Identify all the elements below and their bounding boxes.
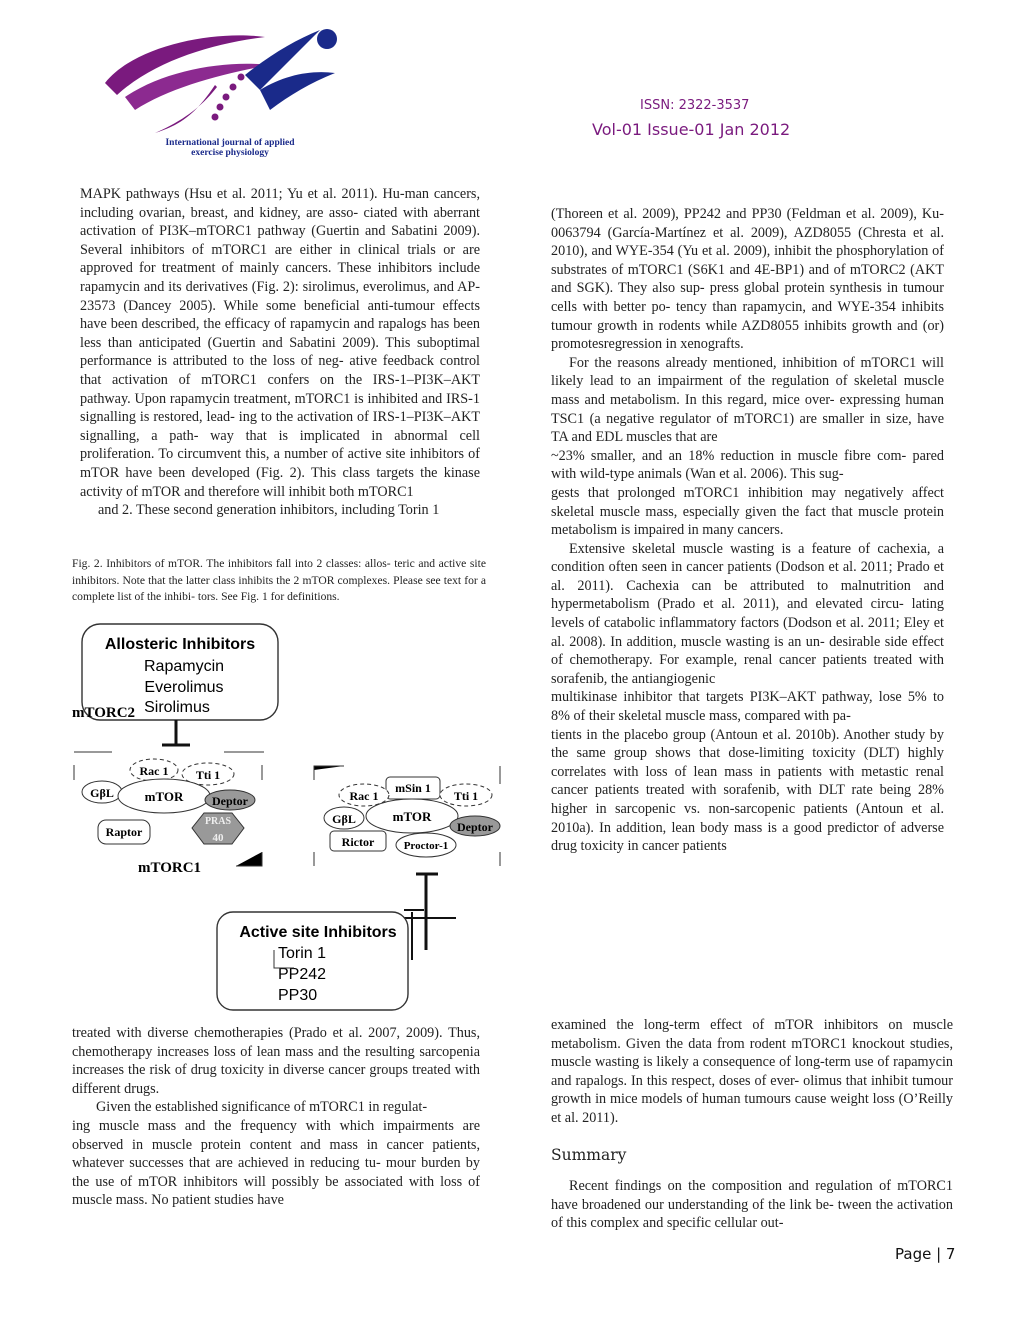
paragraph: (Thoreen et al. 2009), PP242 and PP30 (Feldman et al. 2009), Ku-0063794 (García-Martínez et al. 2009), AZD8055 (Chresta et al. 2010), and WYE-354 (Yu et al. 2009), inhibit the phosphorylation of substrates of mTORC1 (S6K1 and 4E-BP1) and of mTORC2 (AKT and SGK). They also sup- press global protein synthesis in tumour cells with better po- tency than rapamycin, and WYE-354 inhibits tumour growth in rodents while AZD8055 inhibits growth and (or) promotesregression in xenografts. — [551, 206, 944, 353]
logo-text-line2: exercise physiology — [191, 148, 269, 158]
page-number: Page | 7 — [895, 1245, 956, 1263]
active-site-item: PP30 — [278, 987, 318, 1004]
active-site-title: Active site Inhibitors — [239, 924, 397, 941]
paragraph: ~23% smaller, and an 18% reduction in muscle fibre com- pared with wild-type animals (Wan et al. 2006). This sug- — [551, 447, 944, 483]
mtor-c2-label: mTOR — [392, 809, 432, 824]
mtorc2-label: mTORC2 — [72, 705, 136, 721]
pras-num-label: 40 — [212, 832, 224, 844]
journal-logo — [95, 25, 365, 160]
figure-mtor-inhibitors — [66, 620, 516, 1020]
allosteric-item: Rapamycin — [143, 658, 225, 675]
paragraph: tients in the placebo group (Antoun et al. 2010b). Another study by the same group shows that dose-limiting toxicity (DLT) highly correlates with loss of lean mass in patients with metastic renal cancer patients treated with sorafenib, with DLT rate being 28% higher in sarcopenic vs. non-sarcopenic patients (Antoun et al. 2010a). In addition, lean body mass is a good predictor of adverse drug toxicity in cancer patients — [551, 726, 944, 855]
summary-text: Recent findings on the composition and regulation of mTORC1 have broadened our understanding of the link be- tween the activation of this complex and specific cellular out- — [551, 1178, 953, 1232]
paragraph: Given the established significance of mTORC1 in regulat- — [96, 1099, 428, 1116]
deptor-c2-label: Deptor — [457, 820, 493, 834]
allosteric-item: Sirolimus — [144, 699, 210, 716]
paragraph: treated with diverse chemotherapies (Prado et al. 2007, 2009). Thus, chemotherapy increases loss of lean mass and the resulting sarcopenia increases the risk of drug toxicity in diverse cancer groups treated with different drugs. — [72, 1025, 480, 1097]
pras-label: PRAS — [204, 816, 232, 827]
paragraph: gests that prolonged mTORC1 inhibition may negatively affect skeletal muscle mass, especially given the fact that muscle protein metabolism is impaired in many cancers. — [551, 484, 944, 539]
paragraph: multikinase inhibitor that targets PI3K–AKT pathway, lose 5% to 8% of their skeletal muscle mass, compared with pa- — [551, 689, 944, 725]
mtor-label: mTOR — [144, 789, 184, 804]
mtorc1-label: mTORC1 — [138, 860, 202, 876]
paragraph: MAPK pathways (Hsu et al. 2011; Yu et al. 2011). Hu-man cancers, including ovarian, breast, and kidney, are asso- ciated with aberrant activation of PI3K–mTORC1 pathway (Guertin and Sabatini 2009). Several inhibitors of mTORC1 are either in clinical trials or are approved for treatment of mainly cancers. These inhibitors include rapamycin and its derivatives (Fig. 2): sirolimus, everolimus, and AP-23573 (Dancey 2005). While some beneficial anti-tumour effects have been described, the efficacy of rapamycin and rapalogs has been less than anticipated (Guertin and Sabatini 2009). This suboptimal performance is attributed to the loss of neg- ative feedback control that activation of mTORC1 confers on the IRS-1–PI3K–AKT pathway. Upon rapamycin treatment, mTORC1 is inhibited and IRS-1 signalling is restored, lead- ing to the activation of IRS-1–PI3K–AKT signalling, a path- way that is implicated in abnormal cell proliferation. To circumvent this, a number of active site inhibitors of mTOR have been developed (Fig. 2). This class targets the kinase activity of mTOR and therefore will inhibit both mTORC1 — [80, 186, 480, 500]
left-column-top — [80, 185, 480, 520]
issn-label: ISSN: 2322-3537 — [640, 98, 750, 113]
left-column-bottom — [72, 1024, 480, 1210]
right-column-top — [551, 205, 944, 856]
msin1-label: mSin 1 — [395, 781, 431, 795]
gbl-c2-label: GβL — [332, 812, 356, 826]
tti1-label: Tti 1 — [195, 768, 221, 782]
volume-label: Vol-01 Issue-01 Jan 2012 — [592, 120, 791, 139]
allosteric-item: Everolimus — [144, 679, 224, 696]
gbl-label: GβL — [90, 786, 114, 800]
paragraph: and 2. These second generation inhibitors, including Torin 1 — [98, 502, 440, 519]
logo-graphic — [95, 25, 365, 160]
logo-text-line1: International journal of applied — [165, 138, 295, 148]
rac1-label: Rac 1 — [139, 764, 169, 778]
rictor-label: Rictor — [341, 835, 375, 849]
paragraph: For the reasons already mentioned, inhibition of mTORC1 will likely lead to an impairment of the regulation of skeletal muscle mass and metabolism. In this regard, mice over- expressing human TSC1 (a negative regulator of mTORC1) are smaller in size, have TA and EDL muscles that are — [551, 354, 944, 446]
summary-heading: Summary — [551, 1146, 627, 1164]
tti1-c2-label: Tti 1 — [453, 789, 479, 803]
paragraph: Extensive skeletal muscle wasting is a feature of cachexia, a condition often seen in cancer patients (Dodson et al. 2011; Prado et al. 2011). Cachexia can be attributed to malnutrition and hypermetabolism (Prado et al. 2011), and elevated circu- lating levels of catabolic inflammatory factors (Dodson et al. 2011; Eley et al. 2008). In addition, muscle wasting is an un- desirable side effect of chemotherapy. For example, renal cancer patients treated with sorafenib, the antiangiogenic — [551, 540, 944, 687]
raptor-label: Raptor — [105, 825, 143, 839]
active-site-item: PP242 — [278, 966, 327, 983]
paragraph: ing muscle mass and the frequency with which impairments are observed in muscle protein content and mass in cancer patients, whatever successes that are achieved in reducing tu- mour burden by the use of mTOR inhibitors will possibly be associated with loss of muscle mass. No patient studies have — [72, 1117, 480, 1209]
active-site-item: Torin 1 — [278, 945, 327, 962]
proctor1-label: Proctor-1 — [403, 840, 449, 852]
figure-caption: Fig. 2. Inhibitors of mTOR. The inhibitors fall into 2 classes: allos- teric and active site inhibitors. Note that the latter class inhibits the 2 mTOR complexes. Please see text for a complete list of the inhibi- tors. See Fig. 1 for definitions. — [72, 557, 486, 603]
rac1-c2-label: Rac 1 — [349, 789, 379, 803]
deptor-label: Deptor — [212, 794, 248, 808]
allosteric-title: Allosteric Inhibitors — [104, 636, 256, 653]
right-column-bottom: examined the long-term effect of mTOR inhibitors on muscle metabolism. Given the data from rodent mTORC1 knockout studies, muscle wasting is likely a consequence of long-term use of rapamycin and rapalogs. In this respect, doses of ever- olimus that inhibit tumour growth in mice models of human tumours cause weight loss (O’Reilly et al. 2011). — [551, 1017, 953, 1126]
